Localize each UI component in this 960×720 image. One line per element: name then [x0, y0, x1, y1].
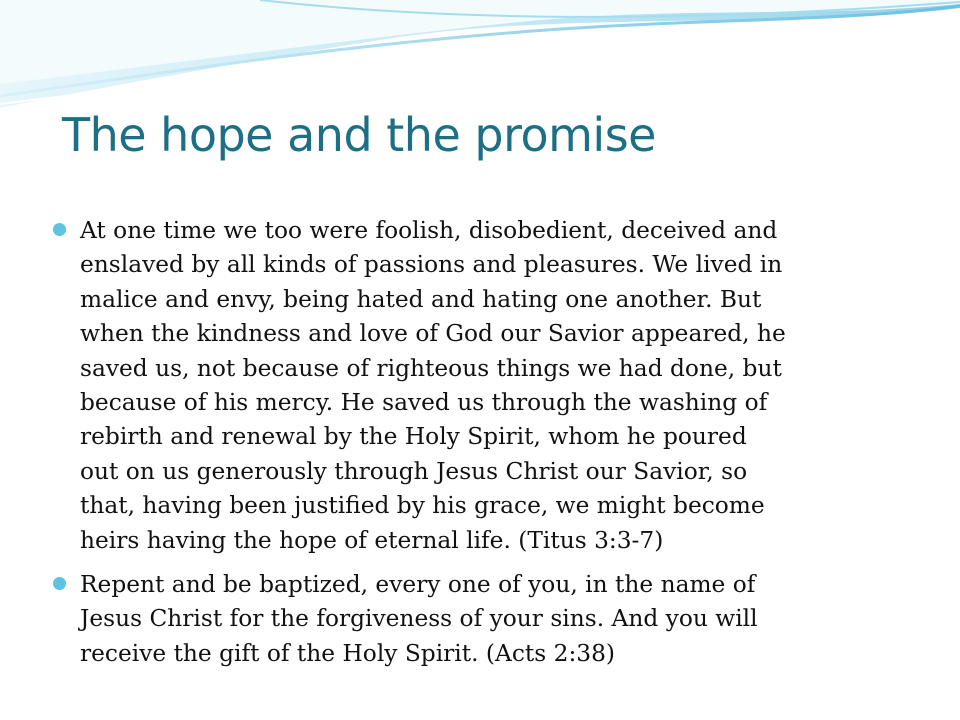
bullet-dot-icon — [53, 223, 66, 236]
bullet-text: Repent and be baptized, every one of you, in the name of Jesus Christ for the forgiveness of your sins. And you will receive the gift of the Holy Spirit. (Acts 2:38) — [80, 571, 758, 667]
bullet-item — [50, 214, 910, 558]
bullet-text: At one time we too were foolish, disobedient, deceived and enslaved by all kinds of passions and pleasures. We lived in malice and envy, being hated and hating one another. But when the kindness and love of God our Savior appeared, he saved us, not because of righteous things we had done, but because of his mercy. He saved us through the washing of rebirth and renewal by the Holy Spirit, whom he poured out on us generously through Jesus Christ our Savior, so that, having been justified by his grace, we might become heirs having the hope of eternal life. (Titus 3:3-7) — [80, 217, 786, 554]
bullet-item — [50, 568, 910, 671]
slide-title: The hope and the promise — [62, 108, 656, 162]
slide-body — [50, 214, 910, 681]
bullet-dot-icon — [53, 577, 66, 590]
